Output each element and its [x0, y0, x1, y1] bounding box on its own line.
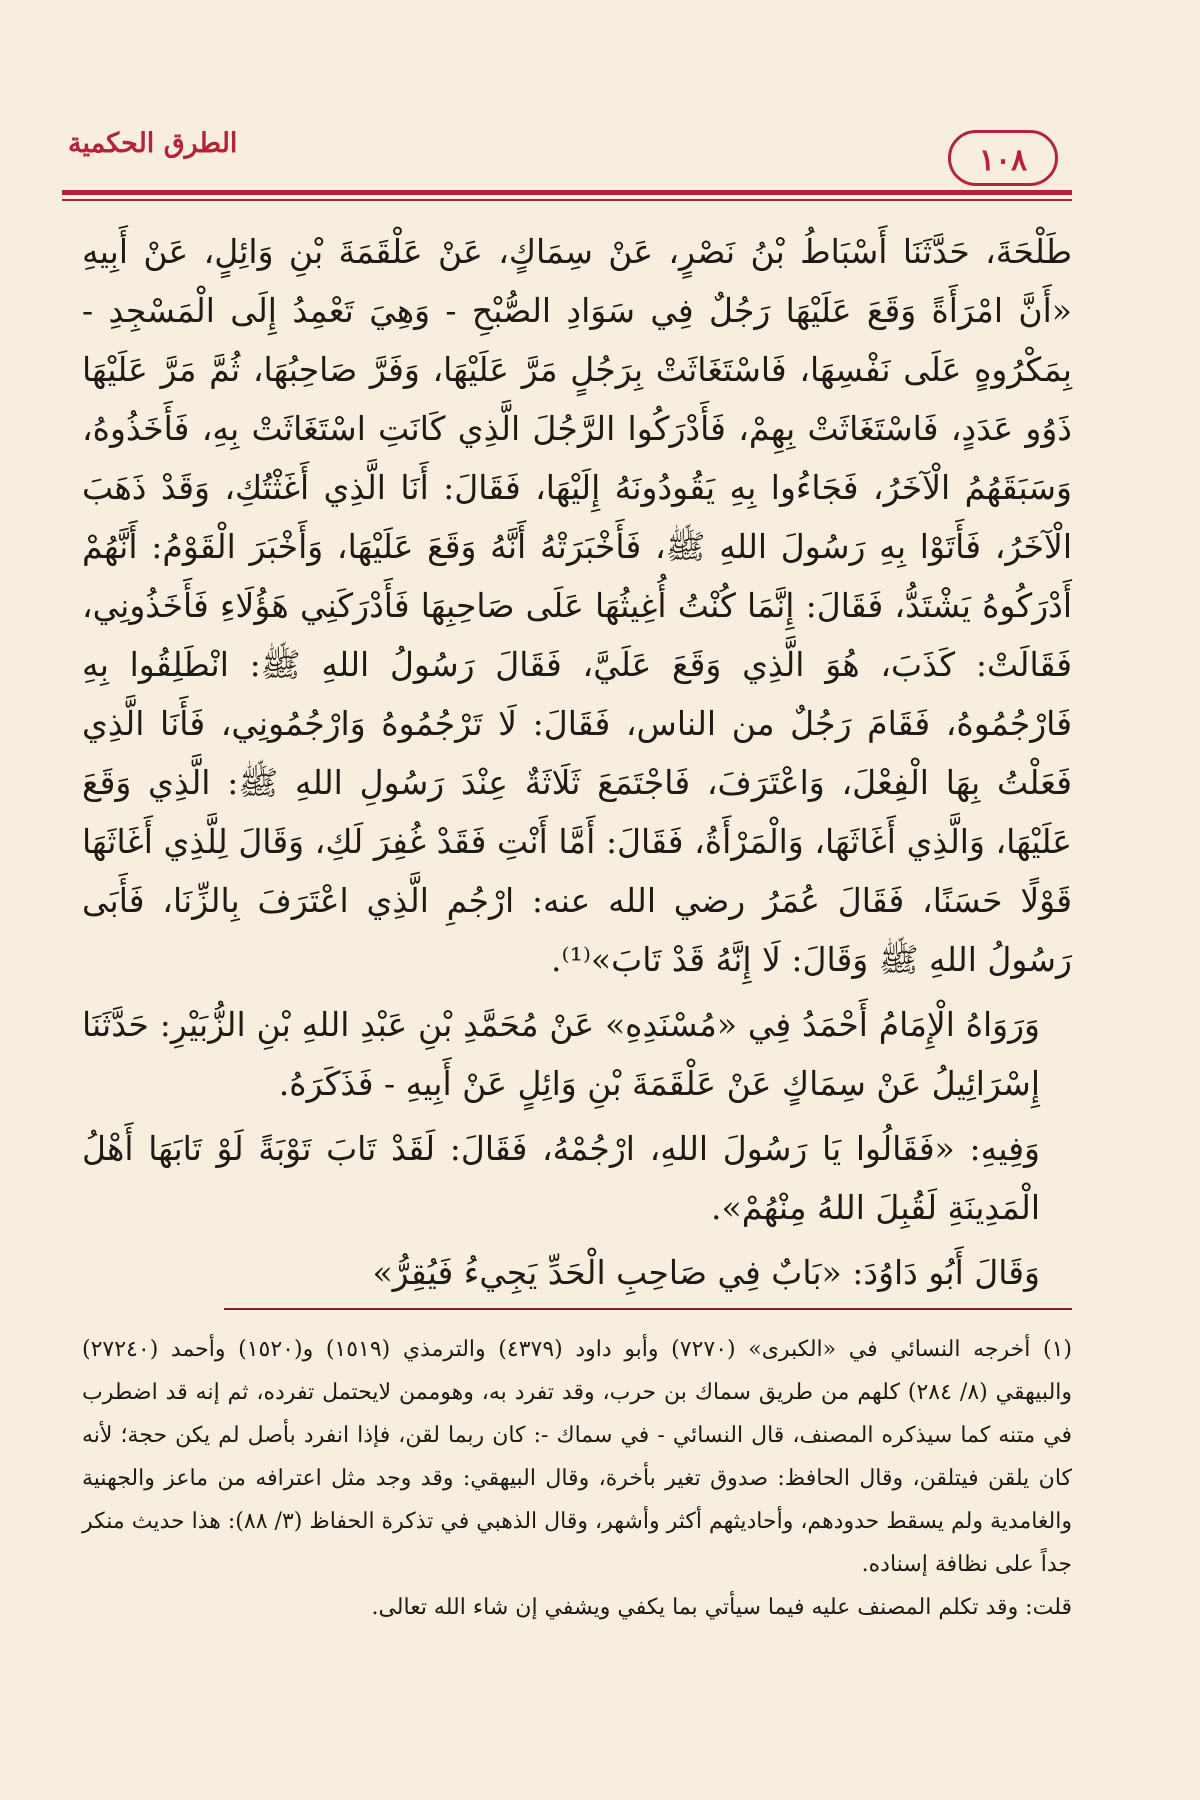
header-rule-thin [62, 199, 1072, 201]
footnotes [82, 1328, 1072, 1629]
running-title: الطرق الحكمية [68, 128, 238, 159]
header-rule-thick [62, 190, 1072, 195]
page-number-badge: ١٠٨ [948, 130, 1058, 186]
main-text [82, 222, 1072, 1302]
body-paragraph-2: وَرَوَاهُ الْإِمَامُ أَحْمَدُ فِي «مُسْنَدِهِ» عَنْ مُحَمَّدِ بْنِ عَبْدِ اللهِ بْنِ الزُّبَيْرِ: حَدَّثَنَا إِسْرَائِيلُ عَنْ سِمَاكٍ عَنْ عَلْقَمَةَ بْنِ وَائِلٍ عَنْ أَبِيهِ - فَذَكَرَهُ. [82, 1005, 1040, 1103]
footnote-divider [224, 1308, 1072, 1310]
body-paragraph-3: وَفِيهِ: «فَقَالُوا يَا رَسُولَ اللهِ، ارْجُمْهُ، فَقَالَ: لَقَدْ تَابَ تَوْبَةً لَوْ تَابَهَا أَهْلُ الْمَدِينَةِ لَقُبِلَ اللهُ مِنْهُمْ». [82, 1129, 1040, 1227]
header-divider [62, 190, 1072, 201]
body-paragraph-1: طَلْحَةَ، حَدَّثَنَا أَسْبَاطُ بْنُ نَصْرٍ، عَنْ سِمَاكٍ، عَنْ عَلْقَمَةَ بْنِ وَائِلٍ، عَنْ أَبِيهِ «أَنَّ امْرَأَةً وَقَعَ عَلَيْهَا رَجُلٌ فِي سَوَادِ الصُّبْحِ - وَهِيَ تَعْمِدُ إِلَى الْمَسْجِدِ - بِمَكْرُوهٍ عَلَى نَفْسِهَا، فَاسْتَغَاثَتْ بِرَجُلٍ مَرَّ عَلَيْهَا، وَفَرَّ صَاحِبُهَا، ثُمَّ مَرَّ عَلَيْهَا ذَوُو عَدَدٍ، فَاسْتَغَاثَتْ بِهِمْ، فَأَدْرَكُوا الرَّجُلَ الَّذِي كَانَتِ اسْتَغَاثَتْ بِهِ، فَأَخَذُوهُ، وَسَبَقَهُمُ الْآخَرُ، فَجَاءُوا بِهِ يَقُودُونَهُ إِلَيْهَا، فَقَالَ: أَنَا الَّذِي أَغَثْتُكِ، وَقَدْ ذَهَبَ الْآخَرُ، فَأَتَوْا بِهِ رَسُولَ اللهِ ﷺ، فَأَخْبَرَتْهُ أَنَّهُ وَقَعَ عَلَيْهَا، وَأَخْبَرَ الْقَوْمُ: أَنَّهُمْ أَدْرَكُوهُ يَشْتَدُّ، فَقَالَ: إِنَّمَا كُنْتُ أُغِيثُهَا عَلَى صَاحِبِهَا فَأَدْرَكَنِي هَؤُلَاءِ فَأَخَذُونِي، فَقَالَتْ: كَذَبَ، هُوَ الَّذِي وَقَعَ عَلَيَّ، فَقَالَ رَسُولُ اللهِ ﷺ: انْطَلِقُوا بِهِ فَارْجُمُوهُ، فَقَامَ رَجُلٌ من الناس، فَقَالَ: لَا تَرْجُمُوهُ وَارْجُمُونِي، فَأَنَا الَّذِي فَعَلْتُ بِهَا الْفِعْلَ، وَاعْتَرَفَ، فَاجْتَمَعَ ثَلَاثَةٌ عِنْدَ رَسُولِ اللهِ ﷺ: الَّذِي وَقَعَ عَلَيْهَا، وَالَّذِي أَغَاثَهَا، وَالْمَرْأَةُ، فَقَالَ: أَمَّا أَنْتِ فَقَدْ غُفِرَ لَكِ، وَقَالَ لِلَّذِي أَغَاثَهَا قَوْلًا حَسَنًا، فَقَالَ عُمَرُ رضي الله عنه: ارْجُمِ الَّذِي اعْتَرَفَ بِالزِّنَا، فَأَبَى رَسُولُ اللهِ ﷺ وَقَالَ: لَا إِنَّهُ قَدْ تَابَ»⁽¹⁾. [82, 232, 1072, 979]
footnote-comment: قلت: وقد تكلم المصنف عليه فيما سيأتي بما يكفي ويشفي إن شاء الله تعالى. [371, 1595, 1072, 1620]
body-paragraph-4: وَقَالَ أَبُو دَاوُدَ: «بَابٌ فِي صَاحِبِ الْحَدِّ يَجِيءُ فَيُقِرُّ» [372, 1253, 1040, 1292]
footnote-1: (١) أخرجه النسائي في «الكبرى» (٧٢٧٠) وأبو داود (٤٣٧٩) والترمذي (١٥١٩) و(١٥٢٠) وأحمد (٢٧٢٤٠) والبيهقي (٨/ ٢٨٤) كلهم من طريق سماك بن حرب، وقد تفرد به، وهوممن لايحتمل تفرده، ثم إنه قد اضطرب في متنه كما سيذكره المصنف، قال النسائي - في سماك -: كان ربما لقن، فإذا انفرد بأصل لم يكن حجة؛ لأنه كان يلقن فيتلقن، وقال الحافظ: صدوق تغير بأخرة، وقال البيهقي: وقد وجد مثل اعترافه من ماعز والجهنية والغامدية ولم يسقط حدودهم، وأحاديثهم أكثر وأشهر، وقال الذهبي في تذكرة الحفاظ (٣/ ٨٨): هذا حديث منكر جداً على نظافة إسناده. [82, 1337, 1073, 1577]
